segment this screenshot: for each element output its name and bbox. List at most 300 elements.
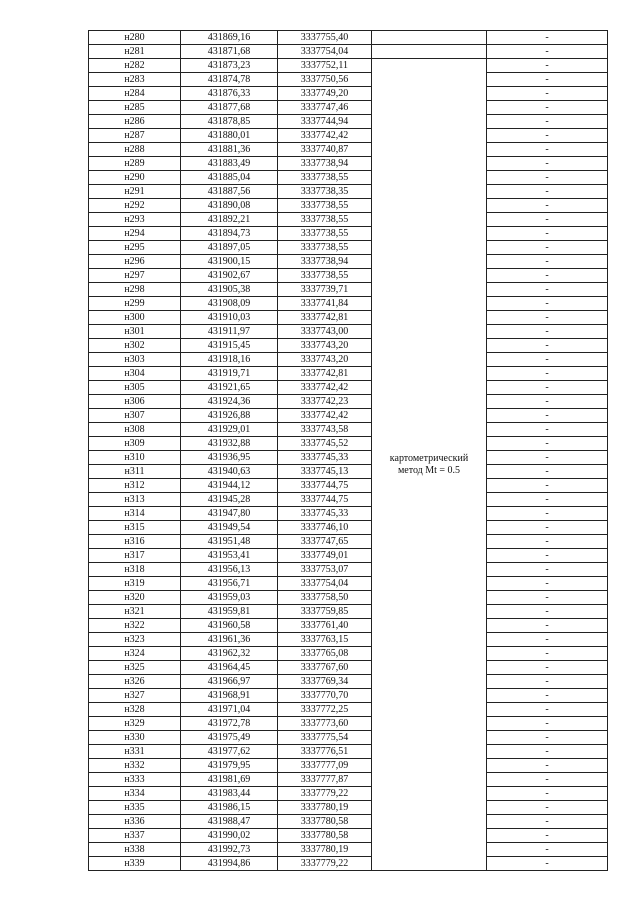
dash-cell: - (487, 843, 608, 857)
y-coordinate-cell: 3337758,50 (278, 591, 372, 605)
x-coordinate-cell: 431905,38 (181, 283, 278, 297)
dash-cell: - (487, 367, 608, 381)
point-id-cell: н338 (89, 843, 181, 857)
table-row (89, 857, 608, 871)
table-row (89, 493, 608, 507)
y-coordinate-cell: 3337742,23 (278, 395, 372, 409)
x-coordinate-cell: 431881,36 (181, 143, 278, 157)
dash-cell: - (487, 605, 608, 619)
y-coordinate-cell: 3337749,01 (278, 549, 372, 563)
table-row (89, 535, 608, 549)
x-coordinate-cell: 431994,86 (181, 857, 278, 871)
y-coordinate-cell: 3337742,42 (278, 409, 372, 423)
method-cell-empty (372, 45, 487, 59)
y-coordinate-cell: 3337745,33 (278, 451, 372, 465)
table-row (89, 689, 608, 703)
x-coordinate-cell: 431892,21 (181, 213, 278, 227)
table-row (89, 297, 608, 311)
x-coordinate-cell: 431961,36 (181, 633, 278, 647)
table-row (89, 213, 608, 227)
y-coordinate-cell: 3337777,87 (278, 773, 372, 787)
x-coordinate-cell: 431910,03 (181, 311, 278, 325)
point-id-cell: н307 (89, 409, 181, 423)
point-id-cell: н324 (89, 647, 181, 661)
y-coordinate-cell: 3337738,35 (278, 185, 372, 199)
y-coordinate-cell: 3337738,55 (278, 269, 372, 283)
point-id-cell: н337 (89, 829, 181, 843)
y-coordinate-cell: 3337773,60 (278, 717, 372, 731)
y-coordinate-cell: 3337741,84 (278, 297, 372, 311)
point-id-cell: н286 (89, 115, 181, 129)
dash-cell: - (487, 73, 608, 87)
point-id-cell: н317 (89, 549, 181, 563)
point-id-cell: н304 (89, 367, 181, 381)
point-id-cell: н334 (89, 787, 181, 801)
method-cell (372, 59, 487, 871)
dash-cell: - (487, 745, 608, 759)
table-row (89, 31, 608, 45)
dash-cell: - (487, 423, 608, 437)
table-row (89, 829, 608, 843)
y-coordinate-cell: 3337749,20 (278, 87, 372, 101)
x-coordinate-cell: 431929,01 (181, 423, 278, 437)
y-coordinate-cell: 3337780,19 (278, 843, 372, 857)
x-coordinate-cell: 431919,71 (181, 367, 278, 381)
method-name-text: картометрический (389, 452, 469, 464)
x-coordinate-cell: 431959,03 (181, 591, 278, 605)
dash-cell: - (487, 339, 608, 353)
y-coordinate-cell: 3337761,40 (278, 619, 372, 633)
dash-cell: - (487, 535, 608, 549)
y-coordinate-cell: 3337780,58 (278, 815, 372, 829)
dash-cell: - (487, 325, 608, 339)
point-id-cell: н294 (89, 227, 181, 241)
table-row (89, 507, 608, 521)
point-id-cell: н297 (89, 269, 181, 283)
x-coordinate-cell: 431983,44 (181, 787, 278, 801)
table-row (89, 563, 608, 577)
y-coordinate-cell: 3337738,55 (278, 227, 372, 241)
y-coordinate-cell: 3337738,55 (278, 213, 372, 227)
point-id-cell: н329 (89, 717, 181, 731)
table-row (89, 843, 608, 857)
dash-cell: - (487, 563, 608, 577)
y-coordinate-cell: 3337753,07 (278, 563, 372, 577)
dash-cell: - (487, 129, 608, 143)
table-row (89, 255, 608, 269)
dash-cell: - (487, 465, 608, 479)
table-row (89, 773, 608, 787)
dash-cell: - (487, 773, 608, 787)
table-row (89, 731, 608, 745)
dash-cell: - (487, 227, 608, 241)
y-coordinate-cell: 3337765,08 (278, 647, 372, 661)
x-coordinate-cell: 431992,73 (181, 843, 278, 857)
x-coordinate-cell: 431960,58 (181, 619, 278, 633)
table-row (89, 353, 608, 367)
table-row (89, 129, 608, 143)
point-id-cell: н325 (89, 661, 181, 675)
table-row (89, 171, 608, 185)
table-row (89, 367, 608, 381)
x-coordinate-cell: 431962,32 (181, 647, 278, 661)
x-coordinate-cell: 431915,45 (181, 339, 278, 353)
dash-cell: - (487, 87, 608, 101)
table-row (89, 661, 608, 675)
dash-cell: - (487, 759, 608, 773)
x-coordinate-cell: 431936,95 (181, 451, 278, 465)
y-coordinate-cell: 3337770,70 (278, 689, 372, 703)
table-row (89, 605, 608, 619)
table-row (89, 311, 608, 325)
point-id-cell: н310 (89, 451, 181, 465)
y-coordinate-cell: 3337750,56 (278, 73, 372, 87)
dash-cell: - (487, 647, 608, 661)
x-coordinate-cell: 431964,45 (181, 661, 278, 675)
table-row (89, 227, 608, 241)
x-coordinate-cell: 431979,95 (181, 759, 278, 773)
table-row (89, 381, 608, 395)
table-row (89, 591, 608, 605)
table-row (89, 409, 608, 423)
dash-cell: - (487, 157, 608, 171)
table-row (89, 577, 608, 591)
dash-cell: - (487, 479, 608, 493)
table-row (89, 675, 608, 689)
y-coordinate-cell: 3337742,42 (278, 381, 372, 395)
dash-cell: - (487, 731, 608, 745)
x-coordinate-cell: 431918,16 (181, 353, 278, 367)
table-row (89, 787, 608, 801)
x-coordinate-cell: 431894,73 (181, 227, 278, 241)
x-coordinate-cell: 431949,54 (181, 521, 278, 535)
x-coordinate-cell: 431897,05 (181, 241, 278, 255)
y-coordinate-cell: 3337745,52 (278, 437, 372, 451)
x-coordinate-cell: 431945,28 (181, 493, 278, 507)
y-coordinate-cell: 3337738,55 (278, 199, 372, 213)
dash-cell: - (487, 577, 608, 591)
dash-cell: - (487, 283, 608, 297)
dash-cell: - (487, 185, 608, 199)
x-coordinate-cell: 431873,23 (181, 59, 278, 73)
dash-cell: - (487, 507, 608, 521)
x-coordinate-cell: 431971,04 (181, 703, 278, 717)
x-coordinate-cell: 431972,78 (181, 717, 278, 731)
x-coordinate-cell: 431953,41 (181, 549, 278, 563)
dash-cell: - (487, 787, 608, 801)
table-row (89, 549, 608, 563)
x-coordinate-cell: 431911,97 (181, 325, 278, 339)
x-coordinate-cell: 431900,15 (181, 255, 278, 269)
point-id-cell: н283 (89, 73, 181, 87)
y-coordinate-cell: 3337752,11 (278, 59, 372, 73)
y-coordinate-cell: 3337754,04 (278, 45, 372, 59)
point-id-cell: н333 (89, 773, 181, 787)
y-coordinate-cell: 3337763,15 (278, 633, 372, 647)
point-id-cell: н314 (89, 507, 181, 521)
y-coordinate-cell: 3337743,58 (278, 423, 372, 437)
table-row (89, 451, 608, 465)
table-row (89, 101, 608, 115)
y-coordinate-cell: 3337746,10 (278, 521, 372, 535)
coordinates-table (88, 30, 608, 871)
x-coordinate-cell: 431908,09 (181, 297, 278, 311)
point-id-cell: н330 (89, 731, 181, 745)
point-id-cell: н305 (89, 381, 181, 395)
x-coordinate-cell: 431876,33 (181, 87, 278, 101)
table-row (89, 339, 608, 353)
dash-cell: - (487, 353, 608, 367)
table-row (89, 815, 608, 829)
point-id-cell: н290 (89, 171, 181, 185)
table-row (89, 759, 608, 773)
dash-cell: - (487, 549, 608, 563)
y-coordinate-cell: 3337745,33 (278, 507, 372, 521)
x-coordinate-cell: 431921,65 (181, 381, 278, 395)
dash-cell: - (487, 801, 608, 815)
dash-cell: - (487, 31, 608, 45)
point-id-cell: н287 (89, 129, 181, 143)
dash-cell: - (487, 619, 608, 633)
point-id-cell: н326 (89, 675, 181, 689)
x-coordinate-cell: 431975,49 (181, 731, 278, 745)
point-id-cell: н331 (89, 745, 181, 759)
x-coordinate-cell: 431877,68 (181, 101, 278, 115)
point-id-cell: н309 (89, 437, 181, 451)
y-coordinate-cell: 3337739,71 (278, 283, 372, 297)
y-coordinate-cell: 3337742,81 (278, 311, 372, 325)
dash-cell: - (487, 395, 608, 409)
dash-cell: - (487, 115, 608, 129)
x-coordinate-cell: 431988,47 (181, 815, 278, 829)
point-id-cell: н296 (89, 255, 181, 269)
point-id-cell: н288 (89, 143, 181, 157)
dash-cell: - (487, 381, 608, 395)
table-row (89, 633, 608, 647)
point-id-cell: н284 (89, 87, 181, 101)
dash-cell: - (487, 311, 608, 325)
y-coordinate-cell: 3337738,55 (278, 171, 372, 185)
table-row (89, 115, 608, 129)
dash-cell: - (487, 171, 608, 185)
point-id-cell: н318 (89, 563, 181, 577)
dash-cell: - (487, 45, 608, 59)
table-row (89, 185, 608, 199)
dash-cell: - (487, 815, 608, 829)
dash-cell: - (487, 521, 608, 535)
point-id-cell: н335 (89, 801, 181, 815)
point-id-cell: н327 (89, 689, 181, 703)
dash-cell: - (487, 675, 608, 689)
y-coordinate-cell: 3337742,81 (278, 367, 372, 381)
x-coordinate-cell: 431890,08 (181, 199, 278, 213)
table-row (89, 717, 608, 731)
x-coordinate-cell: 431944,12 (181, 479, 278, 493)
coordinates-table-body (89, 31, 608, 871)
point-id-cell: н320 (89, 591, 181, 605)
x-coordinate-cell: 431940,63 (181, 465, 278, 479)
dash-cell: - (487, 717, 608, 731)
y-coordinate-cell: 3337772,25 (278, 703, 372, 717)
x-coordinate-cell: 431966,97 (181, 675, 278, 689)
table-row (89, 87, 608, 101)
table-row (89, 143, 608, 157)
point-id-cell: н301 (89, 325, 181, 339)
point-id-cell: н339 (89, 857, 181, 871)
table-row (89, 45, 608, 59)
table-row (89, 241, 608, 255)
y-coordinate-cell: 3337747,46 (278, 101, 372, 115)
point-id-cell: н292 (89, 199, 181, 213)
point-id-cell: н282 (89, 59, 181, 73)
point-id-cell: н280 (89, 31, 181, 45)
dash-cell: - (487, 857, 608, 871)
y-coordinate-cell: 3337755,40 (278, 31, 372, 45)
table-row (89, 59, 608, 73)
x-coordinate-cell: 431924,36 (181, 395, 278, 409)
y-coordinate-cell: 3337775,54 (278, 731, 372, 745)
dash-cell: - (487, 703, 608, 717)
table-row (89, 423, 608, 437)
y-coordinate-cell: 3337754,04 (278, 577, 372, 591)
point-id-cell: н298 (89, 283, 181, 297)
y-coordinate-cell: 3337744,94 (278, 115, 372, 129)
table-row (89, 745, 608, 759)
table-row (89, 465, 608, 479)
point-id-cell: н281 (89, 45, 181, 59)
y-coordinate-cell: 3337738,94 (278, 157, 372, 171)
x-coordinate-cell: 431902,67 (181, 269, 278, 283)
point-id-cell: н306 (89, 395, 181, 409)
point-id-cell: н321 (89, 605, 181, 619)
y-coordinate-cell: 3337767,60 (278, 661, 372, 675)
dash-cell: - (487, 213, 608, 227)
y-coordinate-cell: 3337747,65 (278, 535, 372, 549)
method-cell-empty (372, 31, 487, 45)
point-id-cell: н300 (89, 311, 181, 325)
y-coordinate-cell: 3337738,55 (278, 241, 372, 255)
y-coordinate-cell: 3337738,94 (278, 255, 372, 269)
x-coordinate-cell: 431883,49 (181, 157, 278, 171)
y-coordinate-cell: 3337743,00 (278, 325, 372, 339)
dash-cell: - (487, 269, 608, 283)
point-id-cell: н289 (89, 157, 181, 171)
point-id-cell: н328 (89, 703, 181, 717)
table-row (89, 73, 608, 87)
x-coordinate-cell: 431926,88 (181, 409, 278, 423)
point-id-cell: н313 (89, 493, 181, 507)
x-coordinate-cell: 431956,71 (181, 577, 278, 591)
x-coordinate-cell: 431956,13 (181, 563, 278, 577)
point-id-cell: н323 (89, 633, 181, 647)
x-coordinate-cell: 431986,15 (181, 801, 278, 815)
x-coordinate-cell: 431878,85 (181, 115, 278, 129)
y-coordinate-cell: 3337777,09 (278, 759, 372, 773)
dash-cell: - (487, 437, 608, 451)
y-coordinate-cell: 3337779,22 (278, 857, 372, 871)
x-coordinate-cell: 431887,56 (181, 185, 278, 199)
x-coordinate-cell: 431885,04 (181, 171, 278, 185)
y-coordinate-cell: 3337744,75 (278, 479, 372, 493)
x-coordinate-cell: 431869,16 (181, 31, 278, 45)
table-row (89, 157, 608, 171)
dash-cell: - (487, 633, 608, 647)
table-row (89, 437, 608, 451)
y-coordinate-cell: 3337759,85 (278, 605, 372, 619)
x-coordinate-cell: 431977,62 (181, 745, 278, 759)
dash-cell: - (487, 59, 608, 73)
dash-cell: - (487, 493, 608, 507)
x-coordinate-cell: 431947,80 (181, 507, 278, 521)
dash-cell: - (487, 409, 608, 423)
x-coordinate-cell: 431874,78 (181, 73, 278, 87)
y-coordinate-cell: 3337769,34 (278, 675, 372, 689)
y-coordinate-cell: 3337780,58 (278, 829, 372, 843)
y-coordinate-cell: 3337742,42 (278, 129, 372, 143)
table-row (89, 479, 608, 493)
x-coordinate-cell: 431932,88 (181, 437, 278, 451)
y-coordinate-cell: 3337780,19 (278, 801, 372, 815)
y-coordinate-cell: 3337743,20 (278, 339, 372, 353)
dash-cell: - (487, 591, 608, 605)
point-id-cell: н322 (89, 619, 181, 633)
point-id-cell: н295 (89, 241, 181, 255)
y-coordinate-cell: 3337740,87 (278, 143, 372, 157)
y-coordinate-cell: 3337745,13 (278, 465, 372, 479)
y-coordinate-cell: 3337743,20 (278, 353, 372, 367)
table-row (89, 325, 608, 339)
x-coordinate-cell: 431951,48 (181, 535, 278, 549)
point-id-cell: н311 (89, 465, 181, 479)
point-id-cell: н303 (89, 353, 181, 367)
table-row (89, 619, 608, 633)
x-coordinate-cell: 431871,68 (181, 45, 278, 59)
point-id-cell: н336 (89, 815, 181, 829)
point-id-cell: н332 (89, 759, 181, 773)
y-coordinate-cell: 3337776,51 (278, 745, 372, 759)
x-coordinate-cell: 431990,02 (181, 829, 278, 843)
table-row (89, 647, 608, 661)
point-id-cell: н285 (89, 101, 181, 115)
table-row (89, 703, 608, 717)
point-id-cell: н319 (89, 577, 181, 591)
x-coordinate-cell: 431981,69 (181, 773, 278, 787)
dash-cell: - (487, 255, 608, 269)
x-coordinate-cell: 431880,01 (181, 129, 278, 143)
dash-cell: - (487, 829, 608, 843)
x-coordinate-cell: 431959,81 (181, 605, 278, 619)
dash-cell: - (487, 101, 608, 115)
dash-cell: - (487, 661, 608, 675)
dash-cell: - (487, 451, 608, 465)
method-accuracy-text: метод Mt = 0.5 (397, 464, 461, 476)
point-id-cell: н315 (89, 521, 181, 535)
y-coordinate-cell: 3337744,75 (278, 493, 372, 507)
table-row (89, 269, 608, 283)
dash-cell: - (487, 241, 608, 255)
point-id-cell: н308 (89, 423, 181, 437)
point-id-cell: н312 (89, 479, 181, 493)
dash-cell: - (487, 199, 608, 213)
x-coordinate-cell: 431968,91 (181, 689, 278, 703)
dash-cell: - (487, 143, 608, 157)
point-id-cell: н316 (89, 535, 181, 549)
table-row (89, 283, 608, 297)
y-coordinate-cell: 3337779,22 (278, 787, 372, 801)
dash-cell: - (487, 689, 608, 703)
table-row (89, 395, 608, 409)
point-id-cell: н302 (89, 339, 181, 353)
